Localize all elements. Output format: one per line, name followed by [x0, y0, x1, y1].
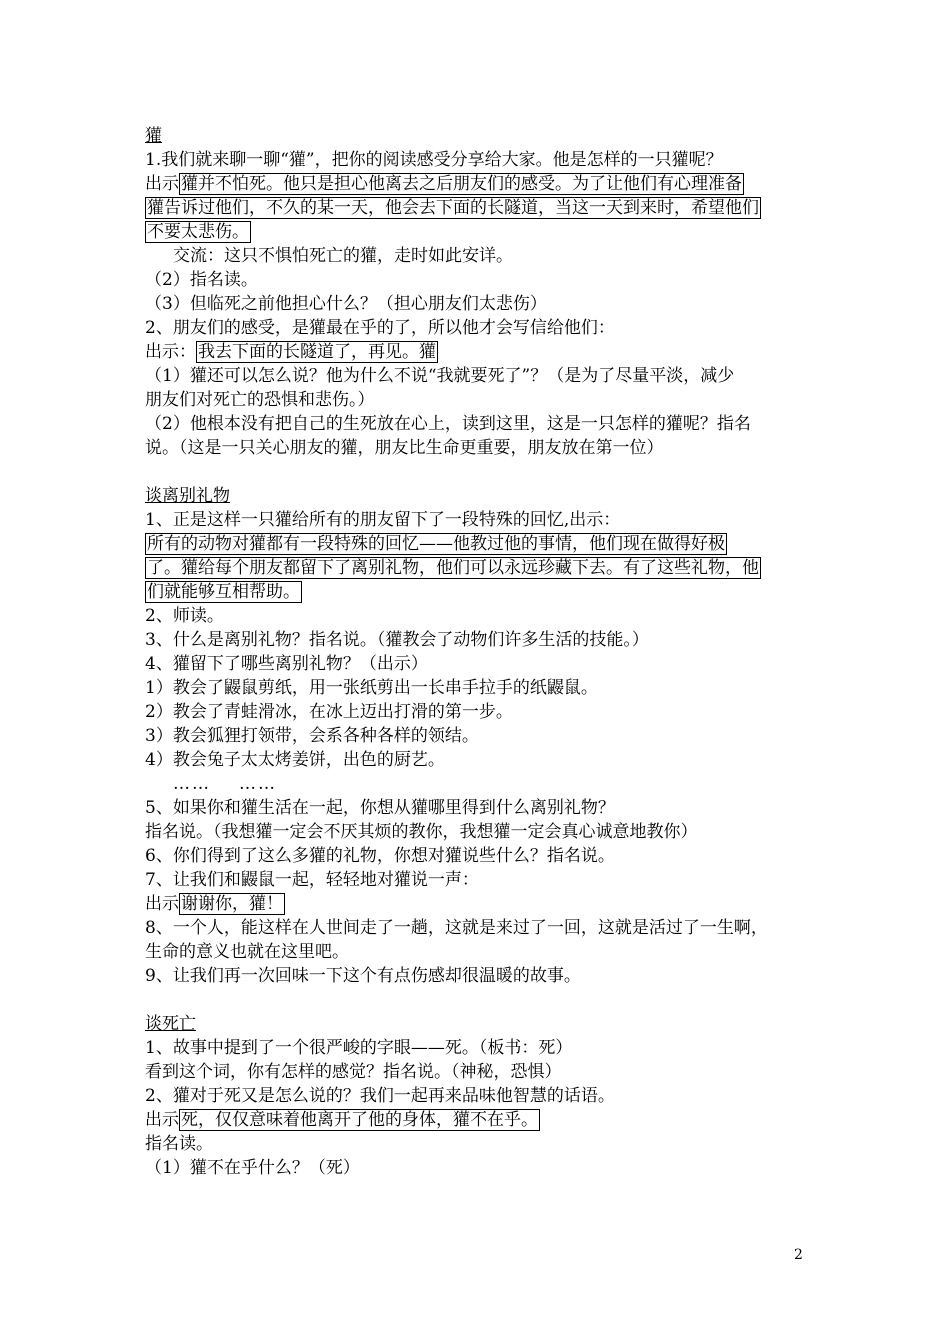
boxed-text: 谢谢你，獾！ — [181, 894, 283, 914]
show-label: 出示 — [145, 174, 179, 194]
paragraph: （2）指名读。 — [145, 270, 258, 290]
paragraph: 4、獾留下了哪些离别礼物？（出示） — [145, 654, 428, 674]
page-number: 2 — [794, 1247, 803, 1263]
boxed-quote-line — [145, 172, 815, 196]
section-heading-farewell-gifts: 谈离别礼物 — [145, 486, 230, 506]
show-label: 出示： — [145, 342, 196, 362]
paragraph: 看到这个词，你有怎样的感觉？指名说。（神秘，恐惧） — [145, 1062, 562, 1082]
paragraph: 指名读。 — [145, 1134, 213, 1154]
paragraph: （2）他根本没有把自己的生死放在心上，读到这里，这是一只怎样的獾呢？指名 — [145, 414, 751, 434]
paragraph: 3、什么是离别礼物？指名说。（獾教会了动物们许多生活的技能。） — [145, 630, 649, 650]
paragraph: 交流：这只不惧怕死亡的獾，走时如此安详。 — [173, 246, 513, 266]
paragraph: （1）獾还可以怎么说？他为什么不说“我就要死了”？（是为了尽量平淡，减少 — [145, 366, 735, 386]
paragraph: 2、獾对于死又是怎么说的？我们一起再来品味他智慧的话语。 — [145, 1086, 615, 1106]
boxed-text: 所有的动物对獾都有一段特殊的回忆——他教过他的事情，他们现在做得好极 — [147, 534, 725, 554]
paragraph: 5、如果你和獾生活在一起，你想从獾哪里得到什么离别礼物？ — [145, 798, 615, 818]
spacer — [145, 460, 815, 484]
boxed-quote-line — [145, 532, 815, 556]
paragraph: 说。（这是一只关心朋友的獾，朋友比生命更重要，朋友放在第一位） — [145, 438, 664, 458]
boxed-quote-line — [145, 580, 815, 604]
paragraph: 朋友们对死亡的恐惧和悲伤。） — [145, 390, 375, 410]
paragraph: 1.我们就来聊一聊“獾”，把你的阅读感受分享给大家。他是怎样的一只獾呢？ — [145, 150, 723, 170]
paragraph: 2、师读。 — [145, 606, 224, 626]
list-item: 2）教会了青蛙滑冰，在冰上迈出打滑的第一步。 — [145, 702, 513, 722]
show-label: 出示 — [145, 894, 179, 914]
boxed-quote-line — [145, 340, 815, 364]
paragraph: （3）但临死之前他担心什么？（担心朋友们太悲伤） — [145, 294, 547, 314]
boxed-text: 了。獾给每个朋友都留下了离别礼物，他们可以永远珍藏下去。有了这些礼物，他 — [147, 558, 759, 578]
list-item: 3）教会狐狸打领带，会系各种各样的领结。 — [145, 726, 479, 746]
boxed-text: 不要太悲伤。 — [147, 222, 249, 242]
paragraph: 生命的意义也就在这里吧。 — [145, 942, 349, 962]
paragraph: 6、你们得到了这么多獾的礼物，你想对獾说些什么？指名说。 — [145, 846, 615, 866]
boxed-quote-line — [145, 892, 815, 916]
section-heading-badger: 獾 — [145, 126, 162, 146]
boxed-text: 们就能够互相帮助。 — [147, 582, 300, 602]
paragraph: 2、朋友们的感受，是獾最在乎的了，所以他才会写信给他们： — [145, 318, 615, 338]
boxed-text: 獾并不怕死。他只是担心他离去之后朋友们的感受。为了让他们有心理准备 — [181, 174, 742, 194]
boxed-quote-line — [145, 196, 815, 220]
paragraph: 指名说。（我想獾一定会不厌其烦的教你，我想獾一定会真心诚意地教你） — [145, 822, 698, 842]
boxed-text: 獾告诉过他们，不久的某一天，他会去下面的长隧道，当这一天到来时，希望他们 — [147, 198, 759, 218]
paragraph: 1、正是这样一只獾给所有的朋友留下了一段特殊的回忆,出示： — [145, 510, 621, 530]
paragraph: 9、让我们再一次回味一下这个有点伤感却很温暖的故事。 — [145, 966, 581, 986]
boxed-text: 我去下面的长隧道了，再见。獾 — [198, 342, 436, 362]
paragraph: 8、一个人，能这样在人世间走了一趟，这就是来过了一回，这就是活过了一生啊， — [145, 918, 768, 938]
list-item: 4）教会兔子太太烤姜饼，出色的厨艺。 — [145, 750, 445, 770]
paragraph: 1、故事中提到了一个很严峻的字眼——死。（板书：死） — [145, 1038, 573, 1058]
ellipsis: …… — [173, 774, 211, 794]
boxed-quote-line — [145, 556, 815, 580]
ellipsis: …… — [239, 774, 277, 794]
boxed-quote-line — [145, 220, 815, 244]
paragraph: （1）獾不在乎什么？（死） — [145, 1158, 360, 1178]
section-heading-death: 谈死亡 — [145, 1014, 196, 1034]
page-content — [145, 124, 815, 1180]
boxed-quote-line — [145, 1108, 815, 1132]
boxed-text: 死，仅仅意味着他离开了他的身体，獾不在乎。 — [181, 1110, 538, 1130]
list-item: 1）教会了鼹鼠剪纸，用一张纸剪出一长串手拉手的纸鼹鼠。 — [145, 678, 598, 698]
ellipsis-line — [145, 772, 815, 796]
show-label: 出示 — [145, 1110, 179, 1130]
paragraph: 7、让我们和鼹鼠一起，轻轻地对獾说一声： — [145, 870, 479, 890]
spacer — [145, 988, 815, 1012]
